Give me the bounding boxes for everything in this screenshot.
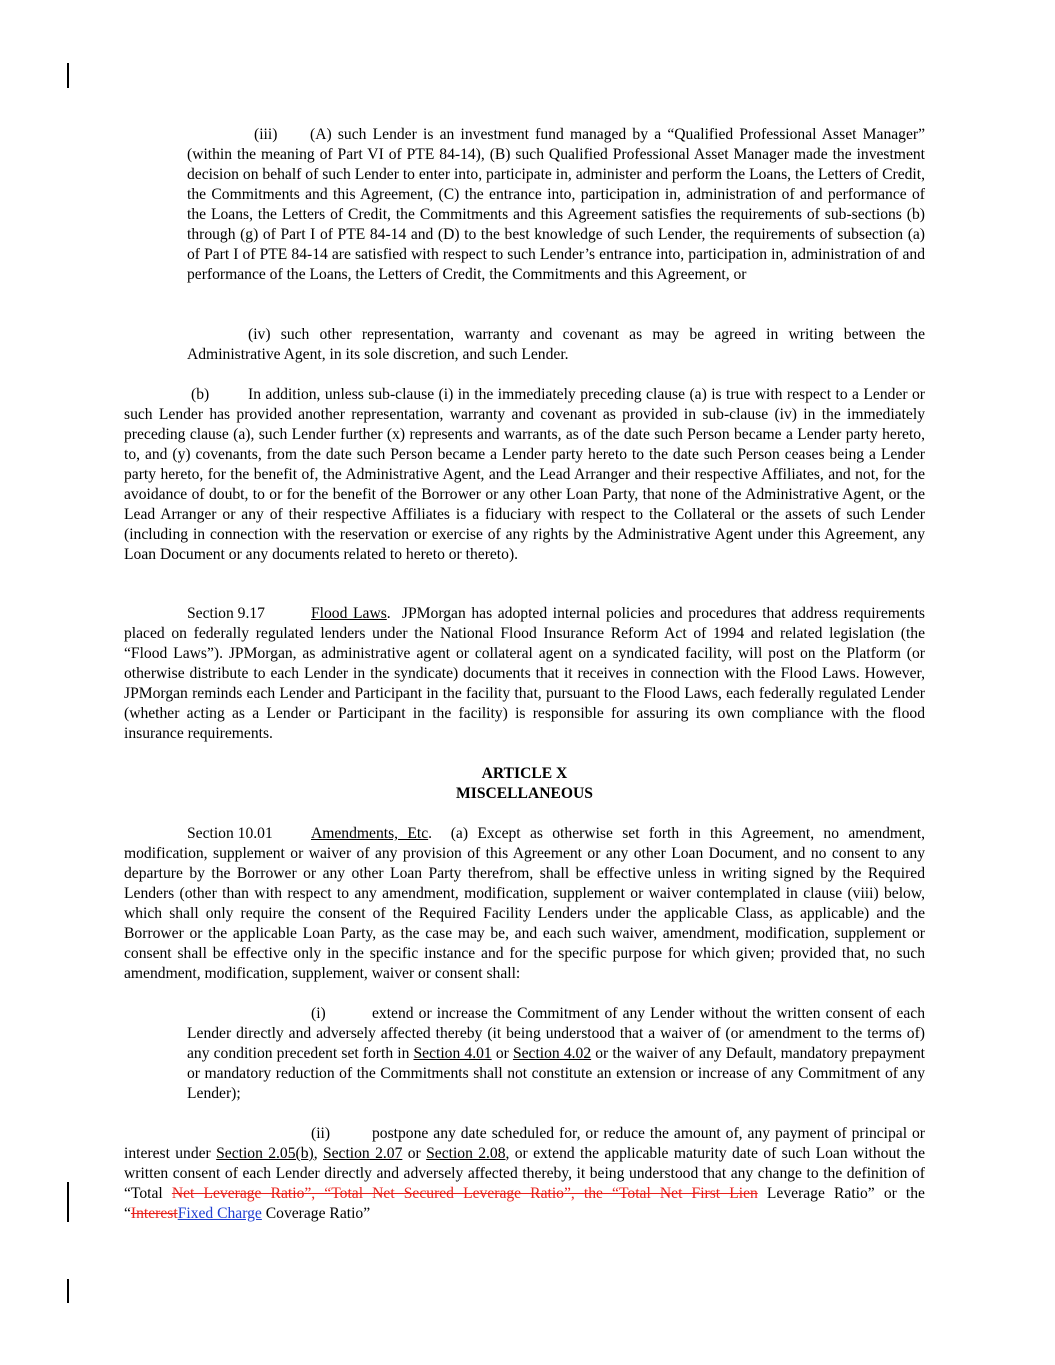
- section-10-01-heading: Amendments, Etc: [311, 825, 429, 842]
- change-bar: [67, 63, 69, 88]
- conjunction: or: [495, 1045, 509, 1062]
- article-title: MISCELLANEOUS: [456, 785, 593, 802]
- clause-b-text: In addition, unless sub-clause (i) in the immediately preceding clause (a) is true with respect to a Lender or such Lender has provided another representation, warranty and covenant as provided in sub-clause (iv) in the immediately preceding clause (a), such Lender further (x) represents and warrants, as of the date such Person became a Lender party hereto, to, and (y) covenants, from the date such Person became a Lender party hereto to the date such Person ceases being a Lender party hereto, for the benefit of, the Administrative Agent, and the Lead Arranger and their respective Affiliates, and not, for the avoidance of doubt, to or for the benefit of the Borrower or any other Loan Party, that none of the Administrative Agent, or the Lead Arranger or any of their respective Affiliates is a fiduciary with respect to the Collateral or the assets of such Lender (including in connection with the reservation or exercise of any rights by the Administrative Agent under this Agreement, any Loan Document or any documents related to hereto or thereto).: [124, 386, 925, 563]
- section-10-01: Section 10.01 Amendments, Etc. (a) Except as otherwise set forth in this Agreement, no amendment, modification, supplement or waiver of any provision of this Agreement or any other Loan Document, and no consent to any departure by the Borrower or any other Loan Party therefrom, shall be effective unless in writing signed by the Required Lenders (other than with respect to any amendment, modification, supplement or waiver contemplated in clause (viii) below, which shall only require the consent of the Required Facility Lenders under the applicable Class, as applicable) and the Borrower or the applicable Loan Party, as the case may be, and each such waiver, amendment, modification, supplement or consent shall be effective only in the specific instance and for the specific purpose for which given; provided that, no such amendment, modification, supplement, waiver or consent shall:: [124, 825, 925, 982]
- clause-iv-marker: (iv): [248, 326, 271, 343]
- section-ref-2-08[interactable]: Section 2.08: [426, 1145, 506, 1162]
- section-ref-4-02[interactable]: Section 4.02: [512, 1045, 592, 1062]
- sub-clause-ii-text-d: Coverage Ratio”: [265, 1205, 371, 1222]
- clause-b-marker: (b): [191, 386, 210, 403]
- clause-iii-marker: (iii): [254, 126, 278, 143]
- section-9-17-heading: Flood Laws: [311, 605, 387, 622]
- deleted-text-2: Interest: [130, 1205, 178, 1222]
- section-ref-2-05b[interactable]: Section 2.05(b): [216, 1145, 314, 1162]
- clause-iii-text: (A) such Lender is an investment fund managed by a “Qualified Professional Asset Manager” (within the meaning of Part VI of PTE 84-14), (B) such Qualified Professional Asset Manager made the investment decision on behalf of such Lender to enter into, participate in, administer and perform the Loans, the Letters of Credit, the Commitments and this Agreement, (C) the entrance into, participation in, administration of and performance of the Loans, the Letters of Credit, the Commitments and this Agreement satisfies the requirements of sub-sections (b) through (g) of Part I of PTE 84-14 and (D) to the best knowledge of such Lender, the requirements of subsection (a) of Part I of PTE 84-14 are satisfied with respect to such Lender’s entrance into, participation in, administration of and performance of the Loans, the Letters of Credit, the Commitments and this Agreement, or: [187, 126, 925, 283]
- inserted-text: Fixed Charge: [177, 1205, 262, 1222]
- clause-iii: [187, 125, 925, 285]
- clause-b: [124, 385, 925, 565]
- clause-iv: [187, 325, 925, 365]
- section-10-01-text: (a) Except as otherwise set forth in this Agreement, no amendment, modification, supplement or waiver of any provision of this Agreement or any other Loan Document, and no consent to any departure by the Borrower or any other Loan Party therefrom, shall be effective unless in writing signed by the Required Lenders (other than with respect to any amendment, modification, supplement or waiver contemplated in clause (viii) below, which shall only require the consent of the Required Facility Lenders under the applicable Class, as applicable) and the Borrower or the applicable Loan Party, as the case may be, and each such waiver, amendment, modification, supplement or consent shall be effective only in the specific instance and for the specific purpose for which given; provided that, no such amendment, modification, supplement, waiver or consent shall:: [124, 825, 925, 982]
- article-number: ARTICLE X: [481, 765, 568, 782]
- sub-clause-ii: (ii) postpone any date scheduled for, or reduce the amount of, any payment of principal or interest under Section 2.05(b), Section 2.07 or Section 2.08, or extend the applicable maturity date of such Loan without the written consent of each Lender directly and adversely affected thereby, it being understood that any change to the definition of “Total Net Leverage Ratio”, “Total Net Secured Leverage Ratio”, the “Total Net First Lien Leverage Ratio” or the “InterestFixed Charge Coverage Ratio”: [124, 1125, 926, 1222]
- change-bar: [67, 1279, 69, 1303]
- section-ref-4-01[interactable]: Section 4.01: [413, 1045, 492, 1062]
- clause-iv-text: such other representation, warranty and covenant as may be agreed in writing between the Administrative Agent, in its sole discretion, and such Lender.: [187, 326, 925, 363]
- section-9-17-number: Section 9.17: [187, 605, 265, 622]
- sub-clause-i-text: extend or increase the Commitment of any Lender without the written consent of each Lender directly and adversely affected thereby (it being understood that a waiver of (or amendment to the terms of) any condition precedent set forth in: [187, 1005, 925, 1062]
- sub-clause-ii-text-c: Leverage Ratio” or the “: [124, 1185, 925, 1222]
- sub-clause-ii-text-b: , or extend the applicable maturity date of such Loan without the written consent of each Lender directly and adversely affected thereby, it being understood that any change to the definition of “Total: [124, 1145, 926, 1202]
- sub-clause-i: [187, 1004, 925, 1104]
- conjunction: or: [407, 1145, 421, 1162]
- section-10-01-number: Section 10.01: [187, 825, 273, 842]
- sub-clause-ii-text: postpone any date scheduled for, or reduce the amount of, any payment of principal or interest under: [124, 1125, 925, 1162]
- change-bar: [67, 1182, 69, 1222]
- sub-clause-ii-marker: (ii): [311, 1125, 331, 1142]
- deleted-text-1: Net Leverage Ratio”, “Total Net Secured Leverage Ratio”, the “Total Net First Lien: [171, 1185, 758, 1202]
- sub-clause-i-text-cont: or the waiver of any Default, mandatory prepayment or mandatory reduction of the Commitments shall not constitute an extension or increase of any Commitment of any Lender);: [187, 1045, 925, 1102]
- section-9-17: Section 9.17 Flood Laws. JPMorgan has adopted internal policies and procedures that address requirements placed on federally regulated lenders under the National Flood Insurance Reform Act of 1994 and related legislation (the “Flood Laws”). JPMorgan, as administrative agent or collateral agent on a syndicated facility, will post on the Platform (or otherwise distribute to each Lender in the syndicate) documents that it receives in connection with the Flood Laws. However, JPMorgan reminds each Lender and Participant in the facility that, pursuant to the Flood Laws, each federally regulated Lender (whether acting as a Lender or Participant in the facility) is responsible for assuring its own compliance with the flood insurance requirements.: [124, 605, 925, 742]
- section-9-17-text: JPMorgan has adopted internal policies and procedures that address requirements placed on federally regulated lenders under the National Flood Insurance Reform Act of 1994 and related legislation (the “Flood Laws”). JPMorgan, as administrative agent or collateral agent on a syndicated facility, will post on the Platform (or otherwise distribute to each Lender in the syndicate) documents that it receives in connection with the Flood Laws. However, JPMorgan reminds each Lender and Participant in the facility that, pursuant to the Flood Laws, each federally regulated Lender (whether acting as a Lender or Participant in the facility) is responsible for assuring its own compliance with the flood insurance requirements.: [124, 605, 925, 742]
- sub-clause-i-marker: (i): [311, 1005, 326, 1022]
- section-ref-2-07[interactable]: Section 2.07: [322, 1145, 403, 1162]
